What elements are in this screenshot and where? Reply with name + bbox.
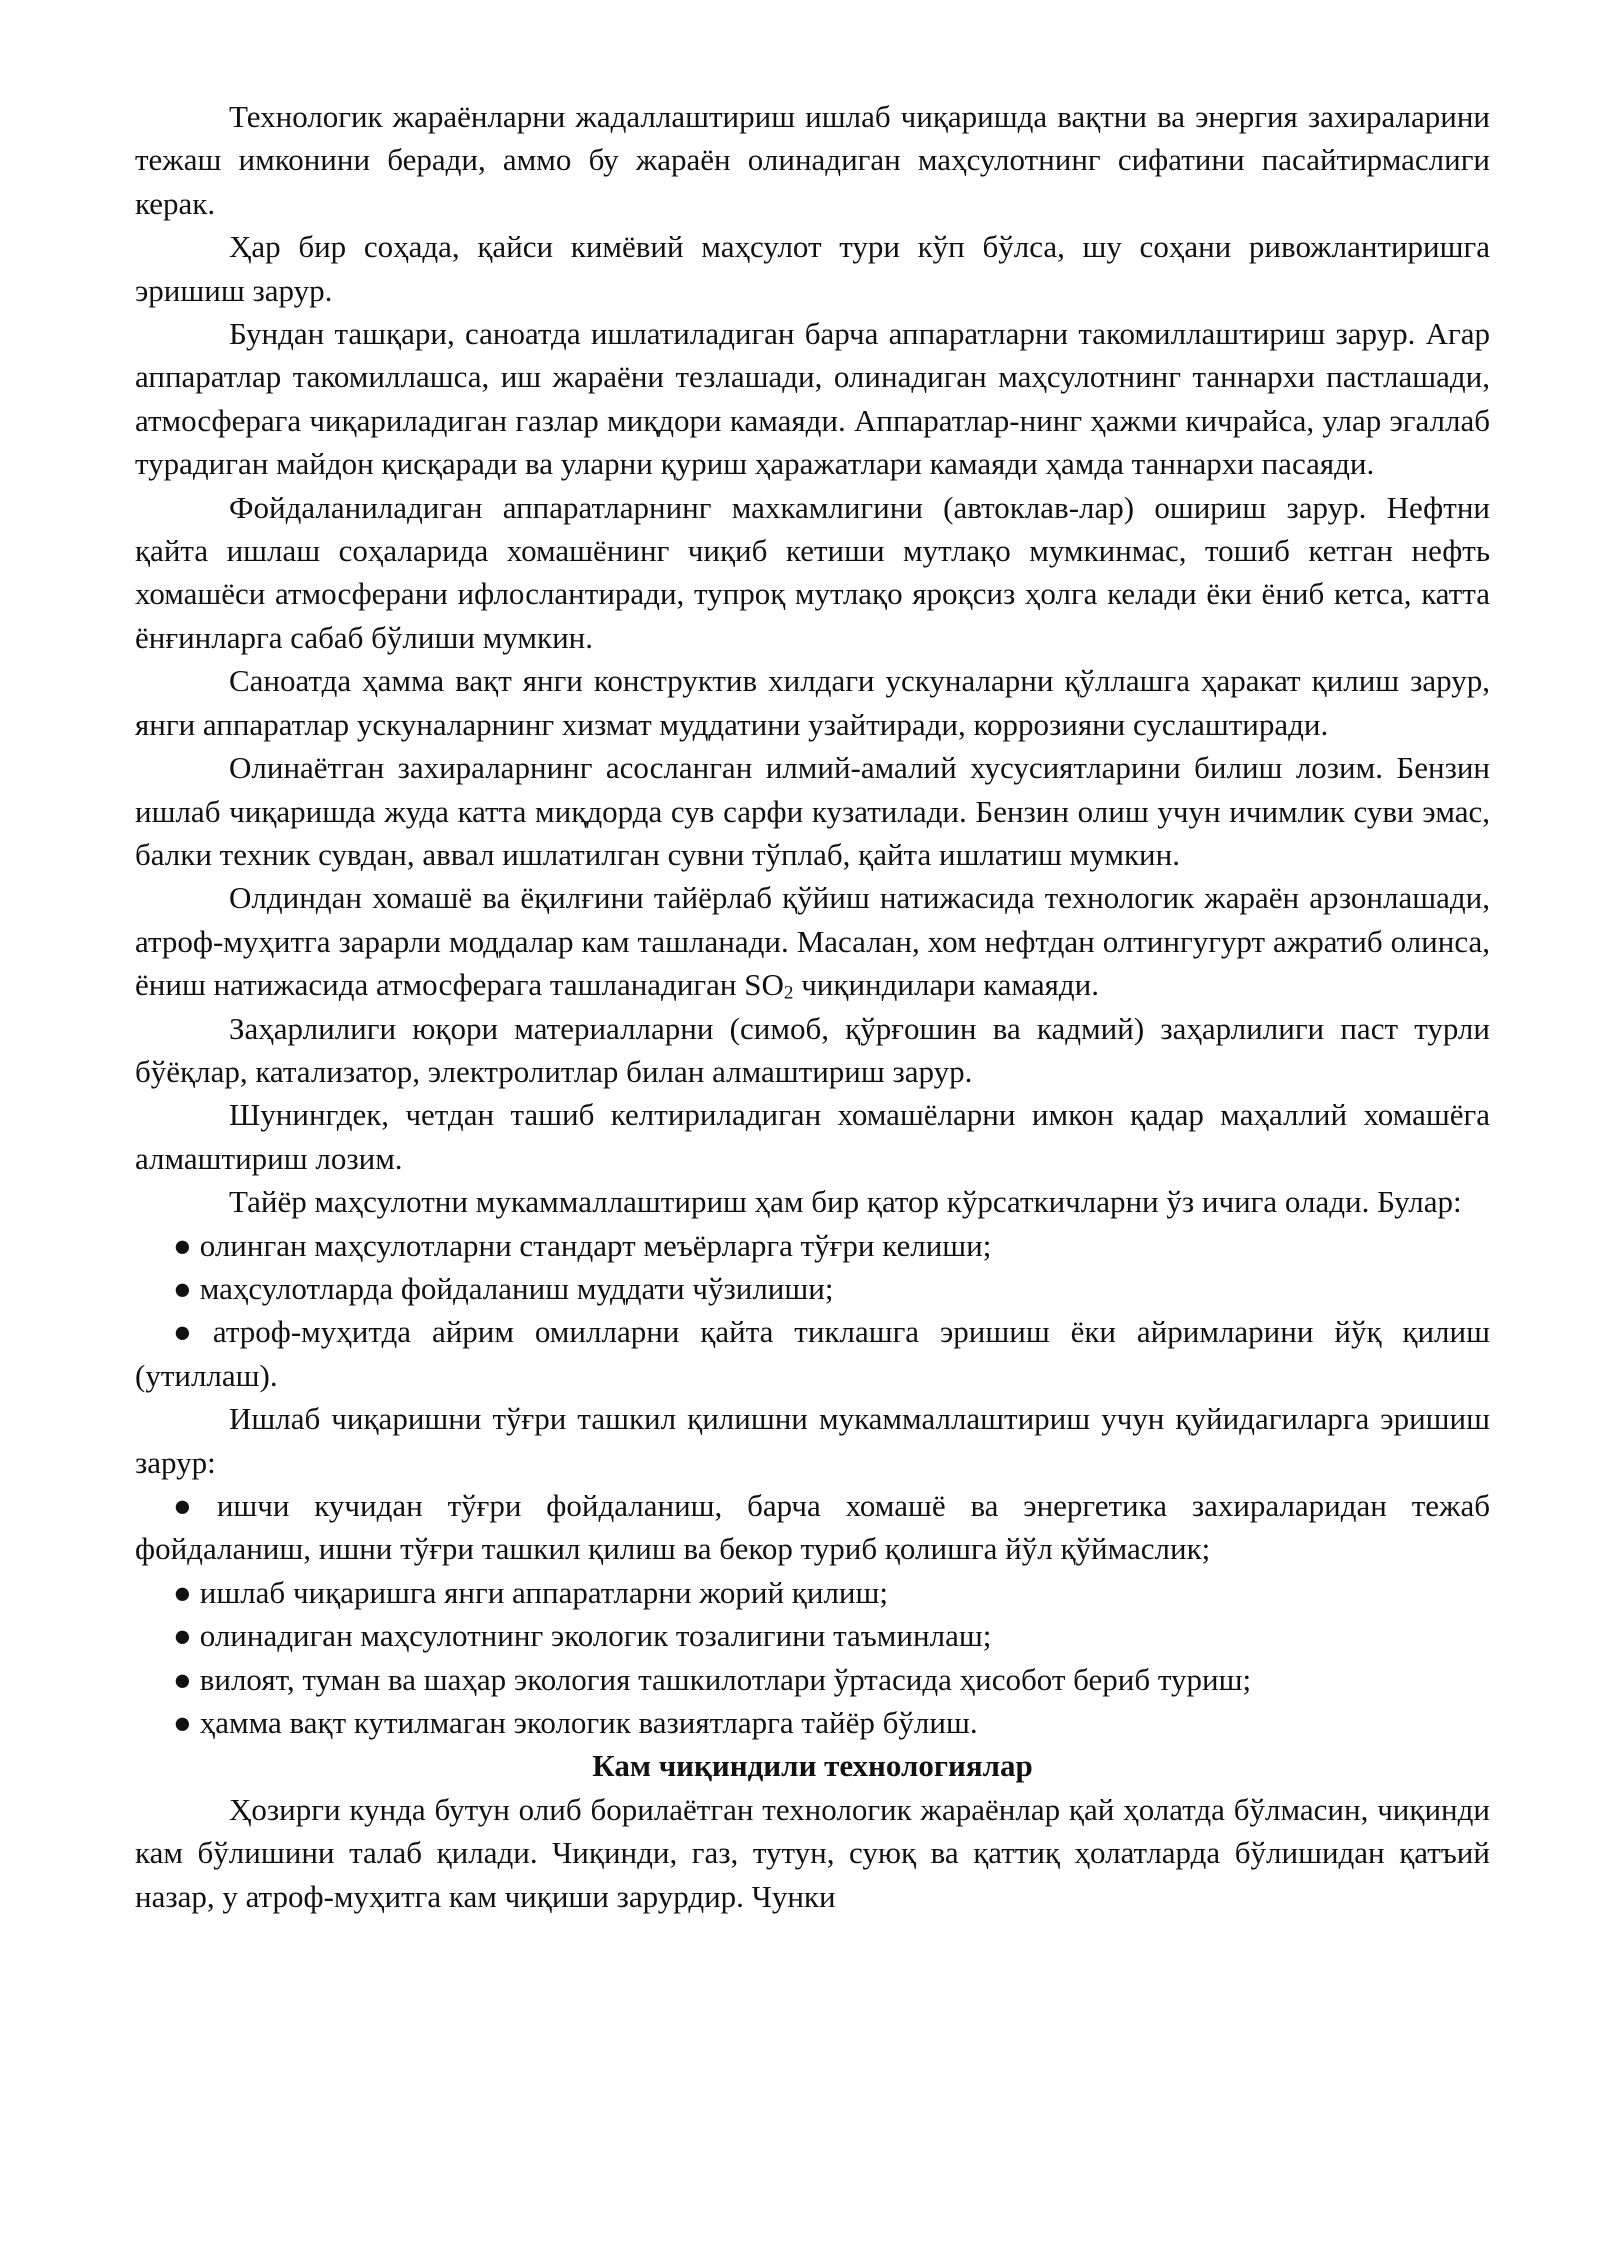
paragraph: Ҳозирги кунда бутун олиб борилаётган технологик жараёнлар қай ҳолатда бўлмасин, чиқинди кам бўлишини талаб қилади. Чиқинди, газ, тутун, суюқ ва қаттиқ ҳолатларда бўлишидан қатъий назар, у атроф-муҳитга кам чиқиши зарурдир. Чунки	[135, 1791, 1490, 1914]
bullet-dot-icon: ●	[173, 1705, 192, 1741]
bullet-item	[135, 1267, 1490, 1310]
bullet-item	[135, 1224, 1490, 1267]
paragraph: Технологик жараёнларни жадаллаштириш ишлаб чиқаришда вақтни ва энергия захираларини тежаш имконини беради, аммо бу жараён олинадиган маҳсулотнинг сифатини пасайтирмаслиги керак.	[135, 99, 1490, 221]
bullet-text: олинган маҳсулотларни стандарт меъёрларга тўғри келиши;	[199, 1227, 992, 1263]
bullet-text: маҳсулотларда фойдаланиш муддати чўзилиши;	[199, 1270, 834, 1306]
bullet-dot-icon: ●	[173, 1270, 192, 1306]
bullet-dot-icon: ●	[173, 1227, 192, 1263]
bullet-dot-icon: ●	[173, 1488, 209, 1523]
bullet-item	[135, 1310, 1490, 1397]
paragraph-so2-tail: чиқиндилари камаяди.	[793, 967, 1099, 1003]
bullet-item	[135, 1701, 1490, 1744]
paragraph: Ишлаб чиқаришни тўғри ташкил қилишни мукаммаллаштириш учун қуйидагиларга эришиш зарур:	[135, 1401, 1490, 1480]
paragraph: Заҳарлилиги юқори материалларни (симоб, қўрғошин ва кадмий) заҳарлилиги паст турли бўёқлар, катализатор, электролитлар билан алмаштириш зарур.	[135, 1010, 1490, 1089]
subscript-2: 2	[783, 982, 794, 1004]
bullet-item	[135, 1484, 1490, 1571]
paragraph: Бундан ташқари, саноатда ишлатиладиган барча аппаратларни такомиллаштириш зарур. Агар аппаратлар такомиллашса, иш жараёни тезлашади, олинадиган маҳсулотнинг таннархи пастлашади, атмосферага чиқариладиган газлар миқдори камаяди. Аппаратлар-нинг ҳажми кичрайса, улар эгаллаб турадиган майдон қисқаради ва уларни қуриш ҳаражатлари камаяди ҳамда таннархи пасаяди.	[135, 316, 1490, 482]
paragraph: Тайёр маҳсулотни мукаммаллаштириш ҳам бир қатор кўрсаткичларни ўз ичига олади. Булар:	[229, 1184, 1462, 1220]
bullet-text: ишлаб чиқаришга янги аппаратларни жорий қилиш;	[199, 1574, 888, 1610]
paragraph: Саноатда ҳамма вақт янги конструктив хилдаги ускуналарни қўллашга ҳаракат қилиш зарур, янги аппаратлар ускуналарнинг хизмат муддатини узайтиради, коррозияни суслаштиради.	[135, 663, 1490, 742]
bullet-dot-icon: ●	[173, 1314, 205, 1350]
bullet-text: вилоят, туман ва шаҳар экология ташкилотлари ўртасида ҳисобот бериб туриш;	[199, 1661, 1252, 1697]
paragraph-so2	[135, 876, 1490, 1006]
document-body	[135, 95, 1490, 1918]
bullet-item	[135, 1658, 1490, 1701]
bullet-text: олинадиган маҳсулотнинг экологик тозалигини таъминлаш;	[199, 1618, 992, 1654]
bullet-text: атроф-муҳитда айрим омилларни қайта тиклашга эришиш ёки айримларини йўқ қилиш (утиллаш).	[135, 1314, 1490, 1393]
bullet-text: ҳамма вақт кутилмаган экологик вазиятларга тайёр бўлиш.	[199, 1705, 978, 1741]
paragraph: Фойдаланиладиган аппаратларнинг махкамлигини (автоклав-лар) ошириш зарур. Нефтни қайта ишлаш соҳаларида хомашёнинг чиқиб кетиши мутлақо мумкинмас, тошиб кетган нефть хомашёси атмосферани ифлослантиради, тупроқ мутлақо яроқсиз ҳолга келади ёки ёниб кетса, катта ёнғинларга сабаб бўлиши мумкин.	[135, 489, 1490, 655]
paragraph: Олинаётган захираларнинг асосланган илмий-амалий хусусиятларини билиш лозим. Бензин ишлаб чиқаришда жуда катта миқдорда сув сарфи кузатилади. Бензин олиш учун ичимлик суви эмас, балки техник сувдан, аввал ишлатилган сувни тўплаб, қайта ишлатиш мумкин.	[135, 750, 1490, 872]
section-heading: Кам чиқиндили технологиялар	[592, 1748, 1033, 1784]
paragraph: Ҳар бир соҳада, қайси кимёвий маҳсулот тури кўп бўлса, шу соҳани ривожлантиришга эришиш зарур.	[135, 229, 1490, 308]
bullet-dot-icon: ●	[173, 1618, 192, 1654]
paragraph: Шунингдек, четдан ташиб келтириладиган хомашёларни имкон қадар маҳаллий хомашёга алмаштириш лозим.	[135, 1097, 1490, 1176]
bullet-item	[135, 1571, 1490, 1614]
bullet-dot-icon: ●	[173, 1661, 192, 1697]
bullet-text: ишчи кучидан тўғри фойдаланиш, барча хомашё ва энергетика захираларидан тежаб фойдаланиш, ишни тўғри ташкил қилиш ва бекор туриб қолишга йўл қўймаслик;	[135, 1488, 1490, 1567]
bullet-dot-icon: ●	[173, 1574, 192, 1610]
paragraph-so2-text: Олдиндан хомашё ва ёқилғини тайёрлаб қўйиш натижасида технологик жараён арзонлашади, атроф-муҳитга зарарли моддалар кам ташланади. Масалан, хом нефтдан олтингугурт ажратиб олинса, ёниш натижасида атмосферага ташланадиган SO	[135, 880, 1490, 1003]
bullet-item	[135, 1614, 1490, 1657]
